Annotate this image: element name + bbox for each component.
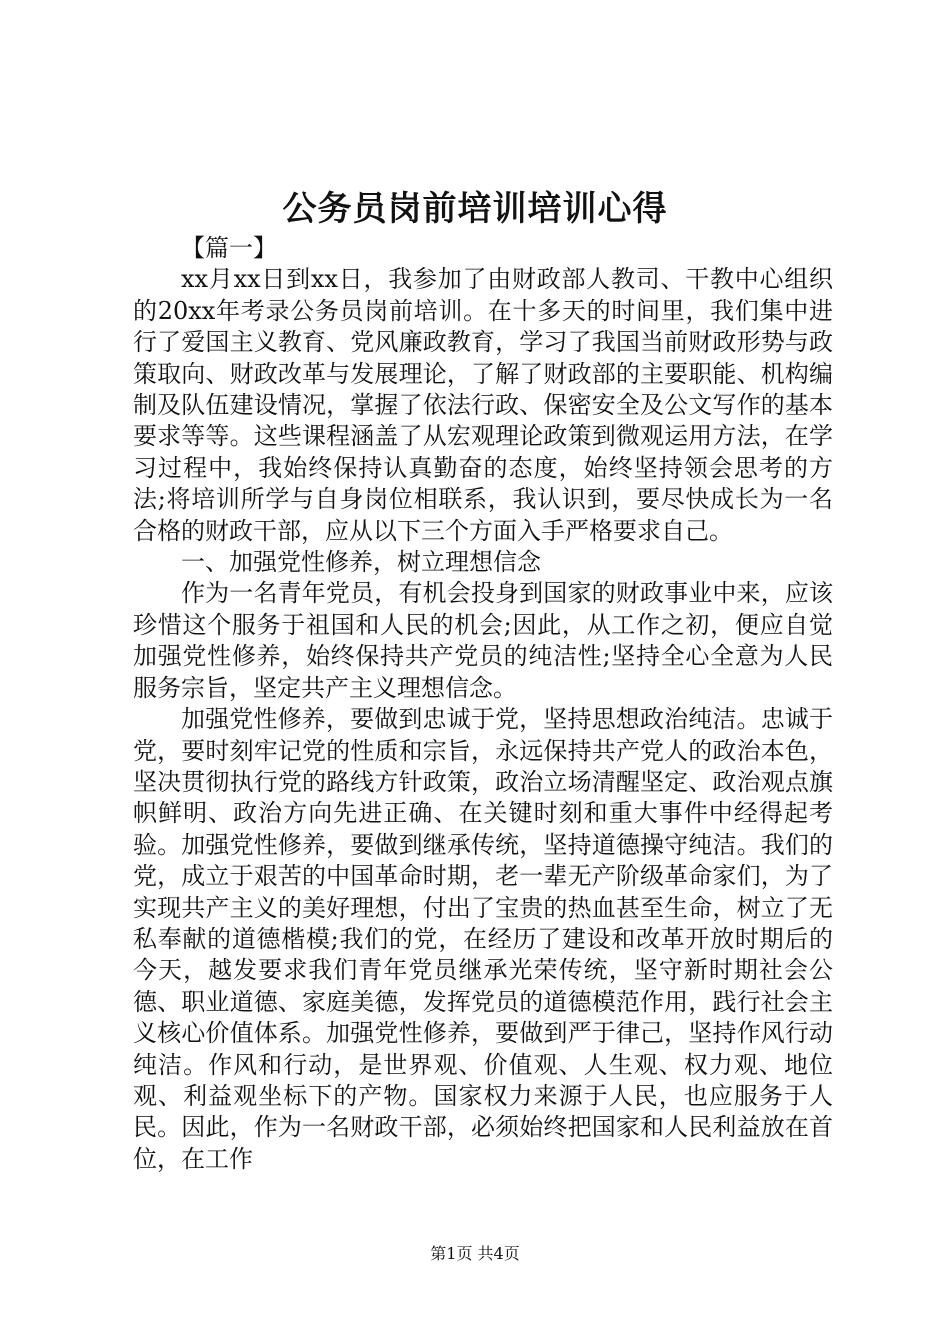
section-heading-part-one: 【篇一】	[181, 234, 277, 262]
document-title: 公务员岗前培训培训心得	[282, 189, 668, 229]
paragraph-party-member: 作为一名青年党员，有机会投身到国家的财政事业中来，应该珍惜这个服务于祖国和人民的机会;因此，从工作之初，便应自觉加强党性修养，始终保持共产党员的纯洁性;坚持全心全意为人民服务宗旨，坚定共产主义理想信念。	[133, 579, 833, 702]
page-footer: 第1页 共4页	[430, 1244, 520, 1263]
paragraph-intro: xx月xx日到xx日，我参加了由财政部人教司、干教中心组织的20xx年考录公务员岗前培训。在十多天的时间里，我们集中进行了爱国主义教育、党风廉政教育，学习了我国当前财政形势与政策取向、财政改革与发展理论，了解了财政部的主要职能、机构编制及队伍建设情况，掌握了依法行政、保密安全及公文写作的基本要求等等。这些课程涵盖了从宏观理论政策到微观运用方法，在学习过程中，我始终保持认真勤奋的态度，始终坚持领会思考的方法;将培训所学与自身岗位相联系，我认识到，要尽快成长为一名合格的财政干部，应从以下三个方面入手严格要求自己。	[133, 265, 833, 545]
document-body	[133, 233, 833, 1175]
paragraph-party-spirit: 加强党性修养，要做到忠诚于党，坚持思想政治纯洁。忠诚于党，要时刻牢记党的性质和宗旨，永远保持共产党人的政治本色，坚决贯彻执行党的路线方针政策，政治立场清醒坚定、政治观点旗帜鲜明、政治方向先进正确、在关键时刻和重大事件中经得起考验。加强党性修养，要做到继承传统，坚持道德操守纯洁。我们的党，成立于艰苦的中国革命时期，老一辈无产阶级革命家们，为了实现共产主义的美好理想，付出了宝贵的热血甚至生命，树立了无私奉献的道德楷模;我们的党，在经历了建设和改革开放时期后的今天，越发要求我们青年党员继承光荣传统，坚守新时期社会公德、职业道德、家庭美德，发挥党员的道德模范作用，践行社会主义核心价值体系。加强党性修养，要做到严于律己，坚持作风行动纯洁。作风和行动，是世界观、价值观、人生观、权力观、地位观、利益观坐标下的产物。国家权力来源于人民，也应服务于人民。因此，作为一名财政干部，必须始终把国家和人民利益放在首位，在工作	[133, 705, 833, 1173]
section-heading-1: 一、加强党性修养，树立理想信念	[181, 548, 541, 577]
